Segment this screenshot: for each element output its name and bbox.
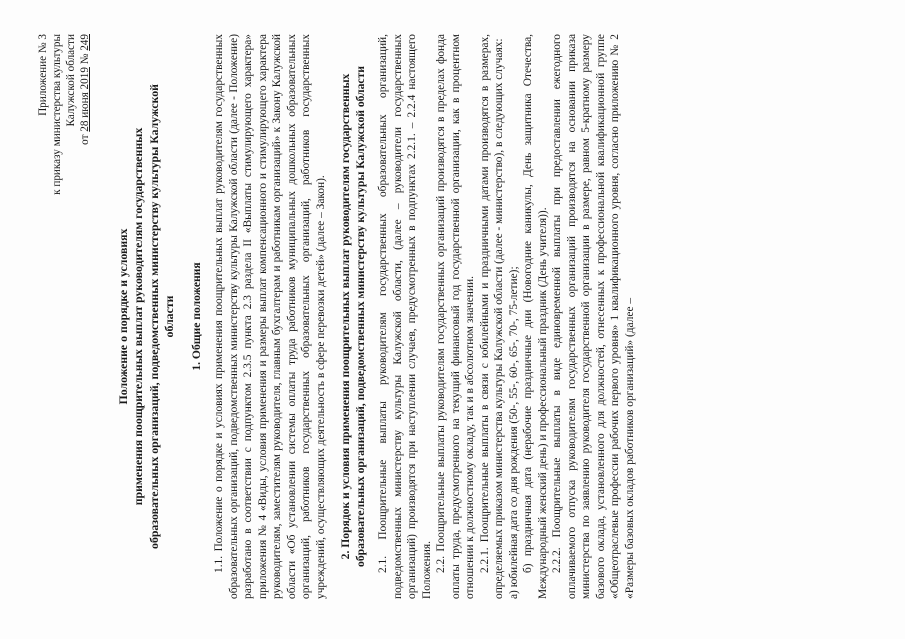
title-line-1: Положение о порядке и условиях xyxy=(116,228,130,405)
document-title xyxy=(116,34,177,599)
appendix-header xyxy=(36,34,92,599)
appendix-date: 28 июня 2019 xyxy=(79,67,91,132)
paragraph-2-2-2: 2.2.2. Поощрительные выплаты в виде единовременной выплаты при предоставлении ежегодного оплачиваемого отпуска руководителям государственных организаций производятся на основании приказа министерства по заявлению руководителя государственной организации в размере, равном 5-кратному размеру базового оклада, установленного для должностей, отнесенных к профессиональной квалификационной группе «Общеотраслевые профессии рабочих первого уровня» 1 квалификационного уровня, согласно приложению № 2 «Размеры базовых окладов работников организаций» (далее – xyxy=(551,34,636,599)
title-line-3: образовательных организаций, подведомственных министерству культуры Калужской xyxy=(146,84,161,549)
paragraph-2-2-1: 2.2.1. Поощрительные выплаты в связи с юбилейными и праздничными датами производятся в размерах, определяемых приказом министерства культуры Калужской области (далее - министерство), в следующих случаях: xyxy=(478,34,506,599)
title-line-2: применения поощрительных выплат руководителям государственных xyxy=(131,127,146,506)
appendix-date-line xyxy=(78,34,92,599)
list-item-b: б) праздничная дата (нерабочие праздничные дни (Новогодние каникулы, День защитника Отечества, Международный женский день) и профессиональный праздник (День учителя)). xyxy=(522,34,549,599)
date-prefix: от xyxy=(79,131,91,145)
paragraph-2-2: 2.2. Поощрительные выплаты руководителям государственных организаций производятся в пределах фонда оплаты труда, предусмотренного на текущий финансовый год государственной организации, как в процентном отношении к должностному окладу, так и в абсолютном значении. xyxy=(435,34,477,599)
appendix-order-ref: к приказу министерства культуры xyxy=(51,34,63,195)
appendix-order-number: 249 xyxy=(79,34,91,51)
section-2-heading: 2. Порядок и условия применения поощрительных выплат руководителям государственных образовательных организаций, подведомственных министерству культуры Калужской области xyxy=(339,66,368,567)
list-item-a: а) юбилейная дата со дня рождения (50-, 55-, 60-, 65-, 70-, 75-летие); xyxy=(507,266,520,599)
section-1-heading: 1. Общие положения xyxy=(190,262,204,371)
title-line-4: области xyxy=(161,295,176,338)
paragraph-1-1: 1.1. Положение о порядке и условиях применения поощрительных выплат руководителям государственных образовательных организаций, подведомственных министерству культуры Калужской области (далее - Положение) разработано в соответствии с подпунктом 2.3.5 пункта 2.3 раздела II «Выплаты стимулирующего характера» приложения № 4 «Виды, условия применения и размеры выплат компенсационного и стимулирующего характера руководителям, заместителям руководителя, главным бухгалтерам и работникам организаций» к Закону Калужской области «Об установлении системы оплаты труда работников муниципальных дошкольных образовательных организаций, работников государственных образовательных организаций, работников государственных учреждений, осуществляющих деятельность в сфере перевозки детей» (далее – Закон). xyxy=(213,34,327,599)
appendix-number: Приложение № 3 xyxy=(37,34,49,116)
number-prefix: № xyxy=(79,50,91,68)
appendix-region: Калужской области xyxy=(65,34,77,127)
paragraph-2-1: 2.1. Поощрительные выплаты руководителям государственных образовательных организаций, подведомственных министерству культуры Калужской области, (далее – руководители государственных организаций) производятся при наступлении случаев, предусмотренных в подпунктах 2.2.1. – 2.2.4 настоящего Положения. xyxy=(377,34,433,599)
